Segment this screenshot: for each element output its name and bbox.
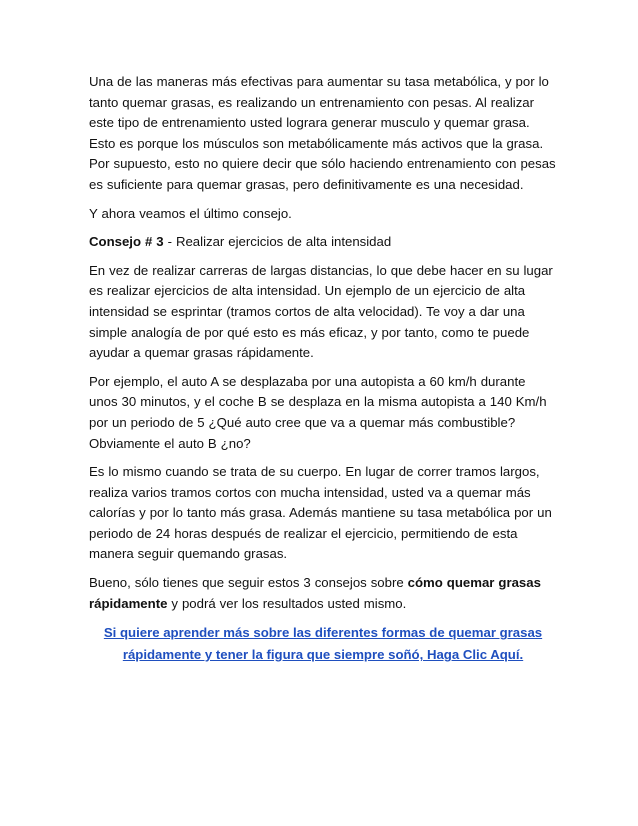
tip-3-label: Consejo # 3 (89, 234, 164, 250)
conclusion-end: y podrá ver los resultados usted mismo. (167, 595, 407, 611)
document-page (89, 72, 557, 666)
tip-3-title: - Realizar ejercicios de alta intensidad (163, 234, 392, 250)
paragraph-car-analogy: Por ejemplo, el auto A se desplazaba por una autopista a 60 km/h durante unos 30 minutos, y el coche B se desplaza en la misma autopista a 140 Km/h por un periodo de 5 ¿Qué auto cree que va a quemar más combustible? Obviamente el auto B ¿no? (89, 373, 547, 451)
cta-link-block (89, 622, 557, 666)
paragraph-last-tip-intro: Y ahora veamos el último consejo. (89, 205, 292, 221)
conclusion-bold-keyword: cómo quemar grasas rápidamente (89, 575, 541, 611)
conclusion-start: Bueno, sólo tienes que seguir estos 3 consejos sobre (89, 575, 408, 591)
paragraph-conclusion (89, 573, 557, 614)
tip-3-heading (89, 232, 557, 253)
cta-link-line-1[interactable]: Si quiere aprender más sobre las diferentes formas de quemar grasas (103, 625, 543, 641)
paragraph-weights: Una de las maneras más efectivas para aumentar su tasa metabólica, y por lo tanto quemar grasas, es realizando un entrenamiento con pesas. Al realizar este tipo de entrenamiento usted lograra generar musculo y quemar grasa. Esto es porque los músculos son metabólicamente más activos que la grasa. Por supuesto, esto no quiere decir que sólo haciendo entrenamiento con pesas es suficiente para quemar grasas, pero definitivamente es una necesidad. (89, 74, 556, 192)
paragraph-body-comparison: Es lo mismo cuando se trata de su cuerpo. En lugar de correr tramos largos, realiza varios tramos cortos con mucha intensidad, usted va a quemar más calorías y por lo tanto más grasa. Además mantiene su tasa metabólica por un periodo de 24 horas después de realizar el ejercicio, permitiendo de esta manera seguir quemando grasas. (89, 464, 552, 562)
paragraph-high-intensity: En vez de realizar carreras de largas distancias, lo que debe hacer en su lugar es realizar ejercicios de alta intensidad. Un ejemplo de un ejercicio de alta intensidad se esprintar (tramos cortos de alta velocidad). Te voy a dar una simple analogía de por qué esto es más eficaz, y por tanto, como te puede ayudar a quemar grasas rápidamente. (89, 262, 553, 361)
cta-link-line-2[interactable]: rápidamente y tener la figura que siempre soñó, Haga Clic Aquí. (122, 647, 524, 663)
